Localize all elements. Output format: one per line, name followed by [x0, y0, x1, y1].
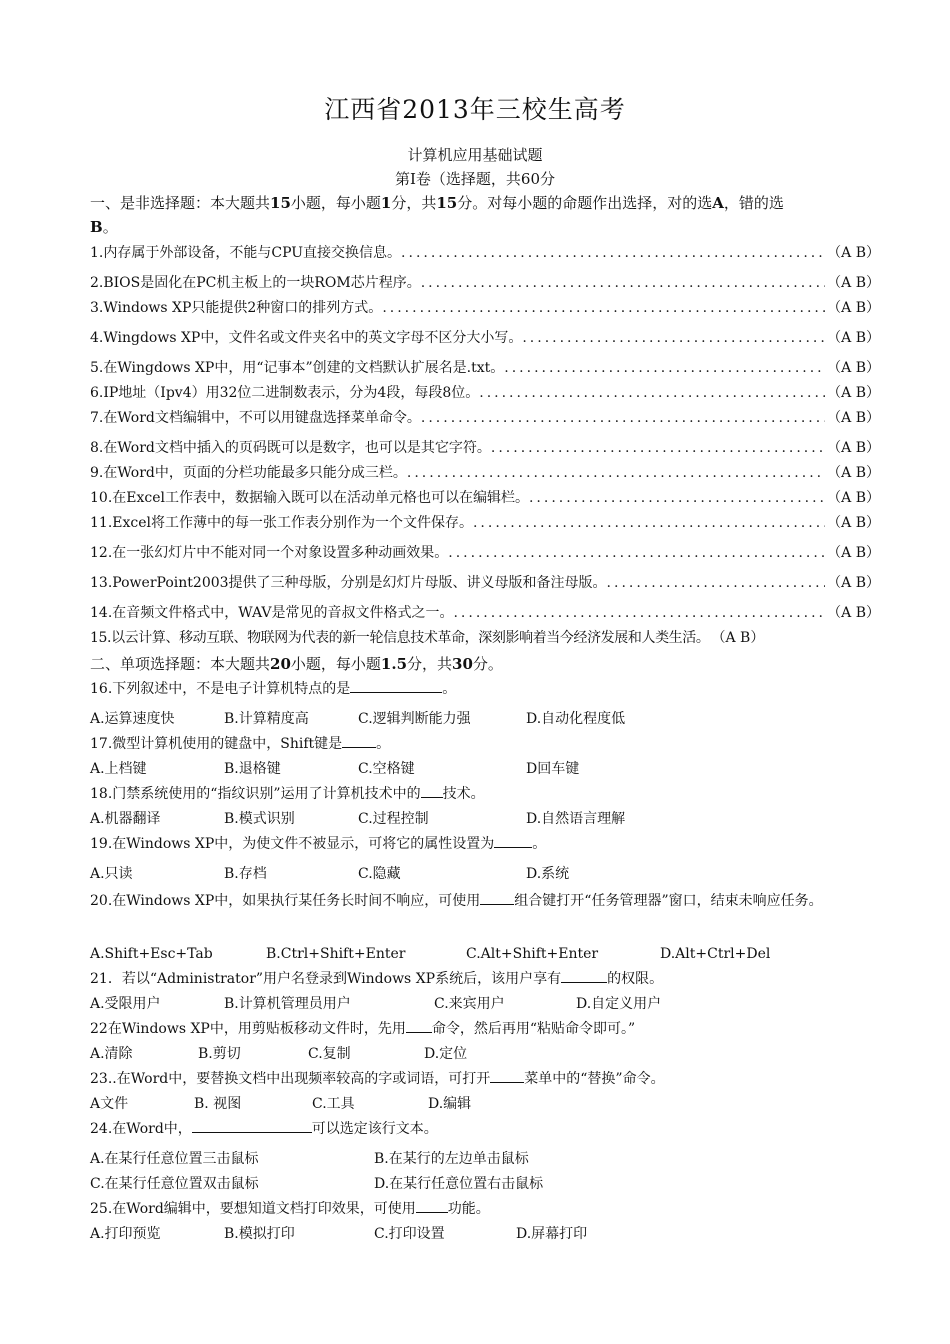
- choice-question: 18.门禁系统使用的“指纹识别”运用了计算机技术中的 技术。: [90, 783, 880, 805]
- choice-options: A.只读 B.存档 C.隐藏 D.系统: [90, 866, 570, 882]
- section1-instructions: 一、是非选择题：本大题共15小题，每小题1分，共15分。对每小题的命题作出选择，对的选A，错的选 B。: [90, 194, 784, 236]
- choice-options: A.在某行任意位置三击鼠标 B.在某行的左边单击鼠标: [90, 1151, 529, 1167]
- judge-question: 7.在Word文档编辑中，不可以用键盘选择菜单命令。 ..... （A B）: [90, 407, 880, 429]
- judge-question: 4.Wingdows XP中，文件名或文件夹名中的英文字母不区分大小写。 ..... （A B）: [90, 327, 880, 349]
- choice-question: 16.下列叙述中，不是电子计算机特点的是 。: [90, 678, 880, 700]
- judge-question: 5.在Wingdows XP中，用“记事本”创建的文档默认扩展名是.txt。 ..... （A B）: [90, 357, 880, 379]
- choice-question: 21．若以“Administrator”用户名登录到Windows XP系统后，该用户享有 的权限。: [90, 968, 880, 990]
- choice-options: A.清除 B.剪切 C.复制 D.定位: [90, 1046, 468, 1062]
- choice-options: A.打印预览 B.模拟打印 C.打印设置 D.屏幕打印: [90, 1226, 588, 1242]
- page-title: 江西省2013年三校生高考: [324, 95, 626, 124]
- exam-subtitle: 计算机应用基础试题: [407, 146, 543, 164]
- choice-question: 22在Windows XP中，用剪贴板移动文件时，先用 命令，然后再用“粘贴命令即可。”: [90, 1018, 880, 1040]
- judge-question: 9.在Word中，页面的分栏功能最多只能分成三栏。 ..... （A B）: [90, 462, 880, 484]
- choice-options: A.Shift+Esc+Tab B.Ctrl+Shift+Enter C.Alt+Shift+Enter D.Alt+Ctrl+Del: [90, 946, 771, 962]
- answer-blank: [490, 1068, 524, 1083]
- judge-question: 12.在一张幻灯片中不能对同一个对象设置多种动画效果。 ..... （A B）: [90, 542, 880, 564]
- volume-heading: 第Ⅰ卷（选择题，共60分: [394, 170, 555, 188]
- answer-blank: [561, 968, 607, 983]
- choice-question: 20.在Windows XP中，如果执行某任务长时间不响应，可使用 组合键打开“任务管理器”窗口，结束未响应任务。: [90, 888, 880, 914]
- choice-question: 23..在Word中，要替换文档中出现频率较高的字或词语，可打开 菜单中的“替换”命令。: [90, 1068, 880, 1090]
- judge-question: 11.Excel将工作薄中的每一张工作表分别作为一个文件保存。 ..... （A B）: [90, 512, 880, 534]
- choice-question: 17.微型计算机使用的键盘中，Shift键是 。: [90, 733, 880, 755]
- judge-question: 14.在音频文件格式中，WAV是常见的音叔文件格式之一。 ..... （A B）: [90, 602, 880, 624]
- choice-options: A.上档键 B.退格键 C.空格键 D回车键: [90, 761, 580, 777]
- judge-question: 2.BIOS是固化在PC机主板上的一块ROM芯片程序。 ..... （A B）: [90, 272, 880, 294]
- choice-options: A.受限用户 B.计算机管理员用户 C.来宾用户 D.自定义用户: [90, 996, 662, 1012]
- choice-options: C.在某行任意位置双击鼠标 D.在某行任意位置右击鼠标: [90, 1176, 544, 1192]
- judge-question: 15.以云计算、移动互联、物联网为代表的新一轮信息技术革命，深刻影响着当今经济发展和人类生活。 （A B）: [90, 630, 765, 646]
- choice-question: 19.在Windows XP中，为使文件不被显示，可将它的属性设置为 。: [90, 833, 880, 855]
- answer-blank: [350, 678, 442, 693]
- section2-instructions: 二、单项选择题：本大题共20小题，每小题1.5分，共30分。: [90, 655, 503, 673]
- judge-question: 1.内存属于外部设备，不能与CPU直接交换信息。 ..... （A B）: [90, 242, 880, 264]
- answer-blank: [480, 890, 514, 905]
- answer-blank: [406, 1018, 432, 1033]
- answer-blank: [494, 833, 532, 848]
- judge-question: 3.Windows XP只能提供2种窗口的排列方式。 ..... （A B）: [90, 297, 880, 319]
- answer-blank: [342, 733, 376, 748]
- answer-blank: [421, 783, 443, 798]
- choice-question: 24.在Word中， 可以选定该行文本。: [90, 1118, 880, 1140]
- judge-question: 8.在Word文档中插入的页码既可以是数字，也可以是其它字符。 ..... （A B）: [90, 437, 880, 459]
- judge-question: 13.PowerPoint2003提供了三种母版，分别是幻灯片母版、讲义母版和备注母版。 ..... （A B）: [90, 572, 880, 594]
- judge-question: 10.在Excel工作表中，数据输入既可以在活动单元格也可以在编辑栏。 ..... （A B）: [90, 487, 880, 509]
- choice-options: A.机器翻译 B.模式识别 C.过程控制 D.自然语言理解: [90, 811, 626, 827]
- answer-blank: [192, 1118, 312, 1133]
- choice-question: 25.在Word编辑中，要想知道文档打印效果，可使用 功能。: [90, 1198, 880, 1220]
- choice-options: A.运算速度快 B.计算精度高 C.逻辑判断能力强 D.自动化程度低: [90, 711, 626, 727]
- answer-blank: [416, 1198, 448, 1213]
- judge-question: 6.IP地址（Ipv4）用32位二进制数表示，分为4段，每段8位。 ..... （A B）: [90, 382, 880, 404]
- choice-options: A文件 B. 视图 C.工具 D.编辑: [90, 1096, 472, 1112]
